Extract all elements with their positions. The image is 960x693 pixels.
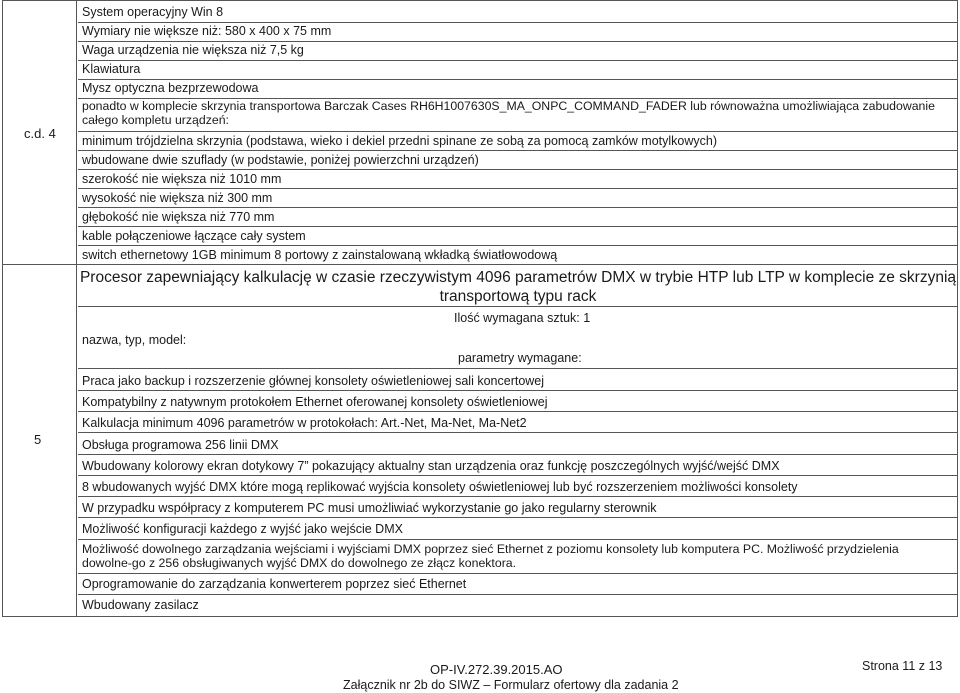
spec-item: Waga urządzenia nie większa niż 7,5 kg [82, 43, 304, 57]
spec-item: Wymiary nie większe niż: 580 x 400 x 75 mm [82, 24, 332, 38]
row-divider [78, 475, 958, 476]
spec-table [2, 0, 958, 617]
row-divider [78, 573, 958, 574]
row-divider [78, 41, 958, 42]
row-divider [78, 594, 958, 595]
spec-item: głębokość nie większa niż 770 mm [82, 210, 275, 224]
requirement-item: Kompatybilny z natywnym protokołem Ethernet oferowanej konsolety oświetleniowej [82, 395, 548, 409]
section-number-5: 5 [34, 432, 42, 447]
requirement-item: Oprogramowanie do zarządzania konwerterem poprzez sieć Ethernet [82, 577, 467, 591]
spec-item: ponadto w komplecie skrzynia transportowa Barczak Cases RH6H1007630S_MA_ONPC_COMMAND_FADER lub równoważna umożliwiająca zabudowanie całego kompletu urządzeń: [82, 99, 935, 127]
row-divider [78, 60, 958, 61]
row-divider [78, 390, 958, 391]
spec-item: Klawiatura [82, 62, 141, 76]
table-border-right [957, 0, 958, 617]
table-column-divider [76, 0, 77, 617]
row-divider [78, 454, 958, 455]
spec-item: minimum trójdzielna skrzynia (podstawa, wieko i dekiel przedni spinane ze sobą za pomocą zamków motylkowych) [82, 134, 717, 148]
attachment-subtitle: Załącznik nr 2b do SIWZ – Formularz ofertowy dla zadania 2 [343, 678, 679, 692]
requirement-item: Obsługa programowa 256 linii DMX [82, 438, 279, 452]
document-code: OP-IV.272.39.2015.AO [430, 662, 563, 677]
requirement-item: Możliwość konfiguracji każdego z wyjść jako wejście DMX [82, 522, 403, 536]
row-divider [78, 411, 958, 412]
requirement-item: Kalkulacja minimum 4096 parametrów w protokołach: Art.-Net, Ma-Net, Ma-Net2 [82, 416, 527, 430]
parameters-label: parametry wymagane: [458, 351, 582, 365]
section-title: Procesor zapewniający kalkulację w czasie rzeczywistym 4096 parametrów DMX w trybie HTP lub LTP w komplecie ze skrzynią transportową typu rack [79, 269, 957, 305]
row-divider [78, 150, 958, 151]
spec-item: Mysz optyczna bezprzewodowa [82, 81, 259, 95]
spec-item: System operacyjny Win 8 [82, 5, 224, 19]
row-divider [78, 169, 958, 170]
requirement-item: W przypadku współpracy z komputerem PC musi umożliwiać wykorzystanie go jako regularny sterownik [82, 501, 657, 515]
row-divider [78, 306, 958, 307]
row-divider [78, 207, 958, 208]
spec-item: szerokość nie większa niż 1010 mm [82, 172, 282, 186]
quantity-label: Ilość wymagana sztuk: 1 [454, 311, 591, 325]
table-border-left [2, 0, 3, 617]
row-divider [78, 517, 958, 518]
row-divider [78, 79, 958, 80]
row-divider [78, 368, 958, 369]
row-divider [78, 539, 958, 540]
requirement-item: Wbudowany zasilacz [82, 598, 199, 612]
requirement-item: Możliwość dowolnego zarządzania wejściami i wyjściami DMX poprzez sieć Ethernet z poziomu konsolety lub komputera PC. Możliwość przydzielenia dowolne-go z 256 obsługiwanych wyjść DMX do dowolnego ze złącz konektora. [82, 542, 899, 570]
row-divider [78, 245, 958, 246]
row-divider [78, 188, 958, 189]
spec-item: wbudowane dwie szuflady (w podstawie, poniżej powierzchni urządzeń) [82, 153, 479, 167]
row-divider [78, 226, 958, 227]
requirement-item: 8 wbudowanych wyjść DMX które mogą replikować wyjścia konsolety oświetleniowej lub być rozszerzeniem możliwości konsolety [82, 480, 798, 494]
row-divider [78, 22, 958, 23]
requirement-item: Praca jako backup i rozszerzenie głównej konsolety oświetleniowej sali koncertowej [82, 374, 545, 388]
table-border-top [2, 0, 958, 1]
spec-item: switch ethernetowy 1GB minimum 8 portowy z zainstalowaną wkładką światłowodową [82, 248, 558, 262]
requirement-item: Wbudowany kolorowy ekran dotykowy 7” pokazujący aktualny stan urządzenia oraz funkcję poszczególnych wyjść/wejść DMX [82, 459, 780, 473]
section-number-4: c.d. 4 [24, 126, 56, 141]
table-border-bottom [2, 616, 958, 617]
spec-item: kable połączeniowe łączące cały system [82, 229, 306, 243]
row-divider [78, 131, 958, 132]
row-divider [78, 496, 958, 497]
row-divider [78, 432, 958, 433]
spec-item: wysokość nie większa niż 300 mm [82, 191, 273, 205]
page-number: Strona 11 z 13 [862, 659, 943, 673]
name-type-model-label: nazwa, typ, model: [82, 333, 187, 347]
section-divider [2, 264, 958, 265]
